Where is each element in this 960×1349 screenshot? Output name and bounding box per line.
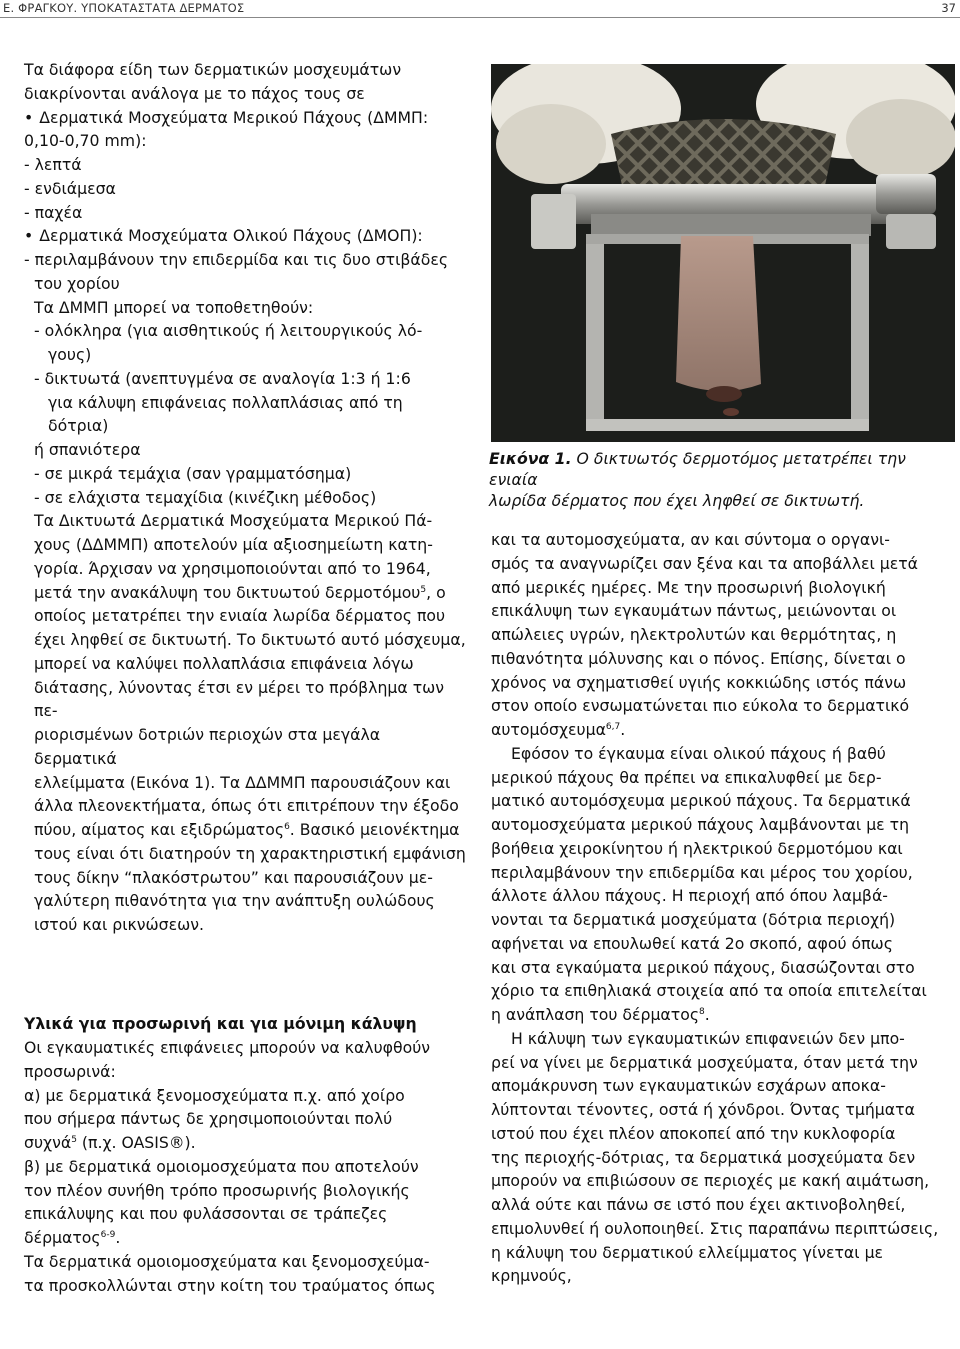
- text-line: [24, 581, 467, 605]
- text-line: [24, 1226, 467, 1250]
- header-divider: [0, 17, 960, 18]
- text-line: ελλείμματα (Εικόνα 1). Τα ΔΔΜΜΠ παρουσιάζουν και: [34, 772, 451, 792]
- reference-superscript: 8: [699, 1006, 705, 1017]
- text-line: τους δίκην “πλακόστρωτου” και παρουσιάζουν με-: [34, 867, 433, 887]
- figure-caption: [489, 448, 955, 511]
- text-line: μπορούν να επιβιώσουν σε περιοχές με κακή αιμάτωση,: [491, 1171, 930, 1191]
- reference-superscript: 5: [71, 1134, 77, 1145]
- running-header: [0, 0, 960, 16]
- text-line: σμός τα αναγνωρίζει σαν ξένα και τα αποβάλλει μετά: [491, 553, 919, 573]
- page-number: 37: [941, 1, 956, 15]
- text-line: ή σπανιότερα: [34, 440, 141, 459]
- left-frame-post: [586, 234, 604, 424]
- figure-photo-mesh-dermatome: [491, 64, 955, 442]
- text-line: - δικτυωτά (ανεπτυγμένα σε αναλογία 1:3 ή 1:6: [34, 368, 411, 388]
- text-line: απομάκρυνση των εγκαυματικών εσχάρων αποκα-: [491, 1076, 886, 1096]
- text-line: η κάλυψη του δερματικού ελλείμματος γίνεται με: [491, 1242, 884, 1262]
- reference-superscript: 6: [284, 821, 290, 832]
- text-line: διάτασης, λύνοντας έτσι εν μέρει το πρόβλημα των πε-: [34, 677, 445, 721]
- text-line: Τα ΔΜΜΠ μπορεί να τοποθετηθούν:: [34, 297, 314, 317]
- text-line: γους): [48, 345, 92, 364]
- text-line: - ενδιάμεσα: [24, 178, 116, 198]
- skin-strip: [676, 236, 761, 391]
- text-line: νονται τα δερματικά μοσχεύματα (δότρια περιοχή): [491, 910, 896, 929]
- text-span: η ανάπλαση του δέρματος: [491, 1005, 700, 1024]
- text-line: διακρίνονται ανάλογα με το πάχος τους σε: [24, 83, 365, 103]
- text-line: - παχέα: [24, 202, 83, 222]
- text-line: - σε μικρά τεμάχια (σαν γραμματόσημα): [34, 463, 352, 483]
- reference-superscript: 6-9: [100, 1229, 116, 1240]
- text-span: .: [704, 1005, 710, 1024]
- text-line: - ολόκληρα (για αισθητικούς ή λειτουργικούς λό-: [34, 321, 423, 341]
- reference-superscript: 6,7: [605, 721, 621, 732]
- left-column-text: [24, 58, 467, 937]
- text-line: Η κάλυψη των εγκαυματικών επιφανειών δεν μπο-: [511, 1028, 905, 1048]
- mesh-dermatome-illustration: [491, 64, 955, 442]
- text-line: - σε ελάχιστα τεμαχίδια (κινέζικη μέθοδος): [34, 487, 377, 507]
- text-line: ιστού που έχει πλέον αποκοπεί από την κυκλοφορία: [491, 1123, 896, 1143]
- text-line: βοήθεια χειροκίνητου ή ηλεκτρικού δερμοτόμου και: [491, 838, 903, 858]
- text-line: Τα δερματικά ομοιομοσχεύματα και ξενομοσχεύμα-: [24, 1251, 430, 1271]
- text-line: της περιοχής-δότριας, τα δερματικά μοσχεύματα δεν: [491, 1147, 916, 1167]
- text-line: που σήμερα πάντως δε χρησιμοποιούνται πολύ: [24, 1109, 393, 1129]
- text-line: - λεπτά: [24, 155, 82, 174]
- text-line: έχει ληφθεί σε δικτυωτή. Το δικτυωτό αυτό μόσχευμα,: [34, 630, 466, 649]
- text-line: ιστού και ρικνώσεων.: [34, 915, 204, 934]
- text-line: ματικό αυτομόσχευμα μερικού πάχους. Τα δερματικά: [491, 791, 911, 811]
- text-line: λύπτονται τένοντες, οστά ή χόνδροι. Όντας τμήματα: [491, 1100, 915, 1119]
- text-line: και τα αυτομοσχεύματα, αν και σύντομα ο οργανι-: [491, 530, 890, 549]
- text-line: χόριο τα επιθηλιακά στοιχεία από τα οποία επιτελείται: [491, 981, 927, 1001]
- text-line: Οι εγκαυματικές επιφάνειες μπορούν να καλυφθούν: [24, 1038, 431, 1057]
- text-line: προσωρινά:: [24, 1061, 116, 1081]
- text-span: συχνά: [24, 1133, 72, 1152]
- text-line: άλλα πλεονεκτήματα, όπως ότι επιτρέπουν την έξοδο: [34, 796, 459, 816]
- caption-text: Ο δικτυωτός δερμοτόμος μετατρέπει την ενιαία: [489, 449, 906, 489]
- text-line: Εφόσον το έγκαυμα είναι ολικού πάχους ή βαθύ: [511, 743, 886, 763]
- text-line: Τα Δικτυωτά Δερματικά Μοσχεύματα Μερικού Πά-: [34, 511, 433, 531]
- text-line: μερικού πάχους θα πρέπει να επικαλυφθεί με δερ-: [491, 767, 882, 787]
- text-line: 0,10-0,70 mm):: [24, 131, 147, 151]
- text-line: Τα διάφορα είδη των δερματικών μοσχευμάτων: [24, 60, 402, 79]
- text-line: από μερικές ημέρες. Με την προσωρινή βιολογική: [491, 577, 886, 597]
- right-frame-post: [851, 234, 869, 424]
- text-line: χους (ΔΔΜΜΠ) αποτελούν μία αξιοσημείωτη κατη-: [34, 535, 433, 554]
- text-line: β) με δερματικά ομοιομοσχεύματα που αποτελούν: [24, 1156, 419, 1176]
- text-line: οποίος μετατρέπει την ενιαία λωρίδα δέρματος που: [34, 606, 446, 626]
- text-line: για κάλυψη επιφάνειας πολλαπλάσιας από τη: [48, 392, 403, 412]
- text-line: επικάλυψη των εγκαυμάτων πάντως, μειώνονται οι: [491, 601, 897, 621]
- text-span: . Βασικό μειονέκτημα: [289, 820, 460, 839]
- text-span: , ο: [426, 582, 446, 602]
- text-line: αυτομοσχεύματα μερικού πάχους λαμβάνονται με τη: [491, 815, 910, 834]
- text-line: γορία. Άρχισαν να χρησιμοποιούνται από το 1964,: [34, 558, 431, 578]
- text-line: ριορισμένων δοτριών περιοχών στα μεγάλα δερματικά: [34, 725, 381, 768]
- bullet-item: • Δερματικά Μοσχεύματα Ολικού Πάχους (ΔΜΟΠ):: [24, 224, 467, 248]
- text-line: - περιλαμβάνουν την επιδερμίδα και τις δυο στιβάδες: [24, 250, 449, 269]
- text-line: τους είναι ότι διατηρούν τη χαρακτηριστική εμφάνιση: [34, 843, 466, 863]
- text-line: [491, 1003, 955, 1027]
- text-line: χρόνος να σχηματισθεί υγιής κοκκιώδης ιστός πάνω: [491, 672, 907, 692]
- text-line: τον πλέον συνήθη τρόπο προσωρινής βιολογικής: [24, 1180, 410, 1200]
- text-line: μπορεί να καλύψει πολλαπλάσια επιφάνεια λόγω: [34, 653, 414, 673]
- text-line: πιθανότητα μόλυνσης και ο πόνος. Επίσης, δίνεται ο: [491, 648, 906, 668]
- text-line: γαλύτερη πιθανότητα για την ανάπτυξη ουλώδους: [34, 891, 435, 911]
- caption-text: λωρίδα δέρματος που έχει ληφθεί σε δικτυωτή.: [489, 491, 865, 510]
- text-line: άλλοτε άλλου πάχους. Η περιοχή από όπου λαμβά-: [491, 886, 888, 906]
- bullet-item: • Δερματικά Μοσχεύματα Μερικού Πάχους (ΔΜΜΠ:: [24, 106, 467, 130]
- text-line: περιλαμβάνουν την επιδερμίδα και μέρος του χορίου,: [491, 862, 913, 882]
- text-line: στον οποίο ενσωματώνεται πιο εύκολα το δερματικό: [491, 696, 910, 716]
- text-line: αφήνεται να επουλωθεί κατά 2ο σκοπό, αφού όπως: [491, 933, 893, 953]
- text-line: και στα εγκαύματα μερικού πάχους, διασώζονται στο: [491, 957, 915, 977]
- figure-label: Εικόνα 1.: [489, 449, 572, 468]
- text-line: α) με δερματικά ξενομοσχεύματα π.χ. από χοίρο: [24, 1085, 405, 1105]
- text-line: απώλειες υγρών, ηλεκτρολυτών και θερμότητας, η: [491, 625, 897, 644]
- text-line: [24, 1131, 467, 1155]
- right-column-text: [491, 528, 955, 1288]
- reference-superscript: 5: [420, 584, 427, 595]
- text-span: αυτομόσχευμα: [491, 720, 606, 739]
- running-title: Ε. ΦΡΑΓΚΟΥ. ΥΠΟΚΑΤΑΣΤΑΤΑ ΔΕΡΜΑΤΟΣ: [3, 1, 245, 15]
- text-span: δέρματος: [24, 1228, 101, 1247]
- text-line: δότρια): [48, 416, 109, 436]
- text-line: αλλά ούτε και πάνω σε ιστό που έχει ακτινοβοληθεί,: [491, 1195, 906, 1214]
- text-span: μετά την ανακάλυψη του δικτυωτού δερμοτόμου: [34, 582, 421, 602]
- text-line: επικάλυψης και που φυλάσσονται σε τράπεζες: [24, 1204, 388, 1224]
- text-span: .: [115, 1228, 121, 1247]
- text-line: [491, 718, 955, 742]
- left-column-text-2: [24, 1036, 467, 1297]
- section-heading: Υλικά για προσωρινή και για μόνιμη κάλυψη: [24, 1014, 417, 1033]
- text-line: [24, 818, 467, 842]
- text-line: τα προσκολλώνται στην κοίτη του τραύματος όπως: [24, 1275, 436, 1295]
- text-span: πύου, αίματος και εξιδρώματος: [34, 820, 285, 839]
- text-span: .: [620, 720, 626, 739]
- text-line: ρεί να γίνει με δερματικά μοσχεύματα, όταν μετά την: [491, 1052, 918, 1072]
- text-span: (π.χ. OASIS®).: [76, 1133, 196, 1152]
- text-line: επιμολυνθεί ή ουλοποιηθεί. Στις παραπάνω περιπτώσεις,: [491, 1218, 939, 1238]
- text-line: του χορίου: [34, 273, 120, 293]
- text-line: κρημνούς,: [491, 1266, 572, 1286]
